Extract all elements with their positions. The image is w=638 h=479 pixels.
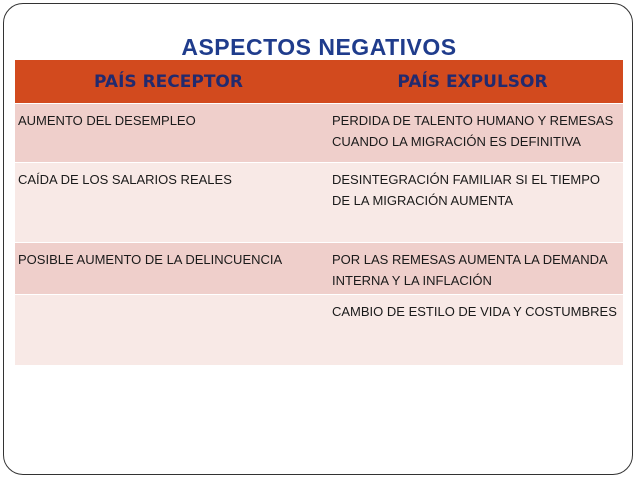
cell-line: CUANDO LA MIGRACIÓN ES DEFINITIVA: [332, 134, 581, 149]
header-pais-receptor: PAÍS RECEPTOR: [15, 60, 322, 104]
cell-line: DESINTEGRACIÓN FAMILIAR SI EL TIEMPO: [332, 172, 600, 187]
slide-title: ASPECTOS NEGATIVOS: [181, 34, 457, 60]
table-row: [15, 295, 623, 366]
cell-line: CAMBIO DE ESTILO DE VIDA Y COSTUMBRES: [332, 304, 617, 319]
table-header-row: [15, 60, 623, 104]
header-pais-expulsor: PAÍS EXPULSOR: [322, 60, 623, 104]
cell-expulsor: [322, 104, 623, 163]
cell-line: PERDIDA DE TALENTO HUMANO Y REMESAS: [332, 113, 614, 128]
cell-expulsor: [322, 243, 623, 295]
cell-line: INTERNA Y LA INFLACIÓN: [332, 273, 492, 288]
table-row: [15, 104, 623, 163]
table-row: [15, 163, 623, 243]
cell-line: DE LA MIGRACIÓN AUMENTA: [332, 193, 514, 208]
cell-receptor: AUMENTO DEL DESEMPLEO: [15, 104, 322, 163]
cell-receptor: CAÍDA DE LOS SALARIOS REALES: [15, 163, 322, 243]
cell-expulsor: [322, 163, 623, 243]
table-row: [15, 243, 623, 295]
cell-expulsor: [322, 295, 623, 366]
cell-receptor: POSIBLE AUMENTO DE LA DELINCUENCIA: [15, 243, 322, 295]
cell-receptor: [15, 295, 322, 366]
comparison-table: [15, 60, 623, 365]
cell-line: POR LAS REMESAS AUMENTA LA DEMANDA: [332, 252, 608, 267]
